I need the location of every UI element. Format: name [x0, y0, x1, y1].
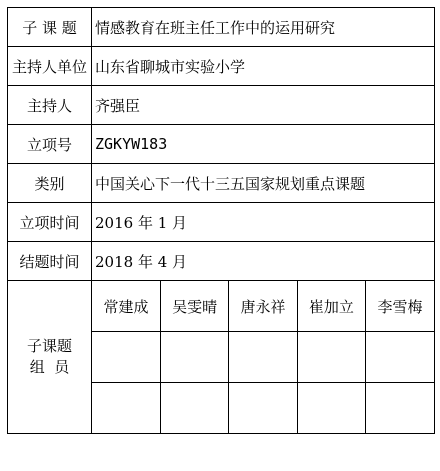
member-name: 唐永祥 — [229, 281, 297, 332]
host-label: 主持人 — [8, 86, 92, 125]
member-name: 常建成 — [92, 281, 160, 332]
empty-cell — [229, 332, 297, 383]
table-row — [8, 242, 435, 281]
host-unit-value: 山东省聊城市实验小学 — [92, 47, 435, 86]
start-date-value: 2016 年 1 月 — [92, 203, 435, 242]
host-value: 齐强臣 — [92, 86, 435, 125]
empty-cell — [297, 332, 365, 383]
end-date-value: 2018 年 4 月 — [92, 242, 435, 281]
empty-cell — [366, 332, 434, 383]
table-row — [8, 203, 435, 242]
category-label: 类别 — [8, 164, 92, 203]
members-label-cell — [8, 281, 92, 434]
category-value: 中国关心下一代十三五国家规划重点课题 — [92, 164, 435, 203]
empty-cell — [297, 383, 365, 434]
member-name: 崔加立 — [297, 281, 365, 332]
start-date-label: 立项时间 — [8, 203, 92, 242]
members-label — [8, 336, 91, 378]
member-name: 吴雯晴 — [160, 281, 228, 332]
end-date-label: 结题时间 — [8, 242, 92, 281]
member-name: 李雪梅 — [366, 281, 434, 332]
members-name-row — [92, 281, 434, 332]
project-info-table — [7, 7, 435, 434]
host-unit-label: 主持人单位 — [8, 47, 92, 86]
members-empty-row — [92, 332, 434, 383]
empty-cell — [366, 383, 434, 434]
table-row — [8, 47, 435, 86]
members-grid-cell — [92, 281, 435, 434]
empty-cell — [160, 383, 228, 434]
empty-cell — [229, 383, 297, 434]
members-label-line1: 子课题 — [26, 337, 72, 355]
table-row — [8, 125, 435, 164]
empty-cell — [92, 332, 160, 383]
empty-cell — [92, 383, 160, 434]
table-row — [8, 8, 435, 47]
project-number-label: 立项号 — [8, 125, 92, 164]
table-row — [8, 281, 435, 434]
table-row — [8, 86, 435, 125]
members-label-line2: 组 员 — [29, 358, 70, 376]
empty-cell — [160, 332, 228, 383]
members-empty-row — [92, 383, 434, 434]
subproject-label: 子 课 题 — [8, 8, 92, 47]
members-grid — [92, 281, 434, 433]
table-row — [8, 164, 435, 203]
project-number-value: ZGKYW183 — [92, 125, 435, 164]
subproject-value: 情感教育在班主任工作中的运用研究 — [92, 8, 435, 47]
